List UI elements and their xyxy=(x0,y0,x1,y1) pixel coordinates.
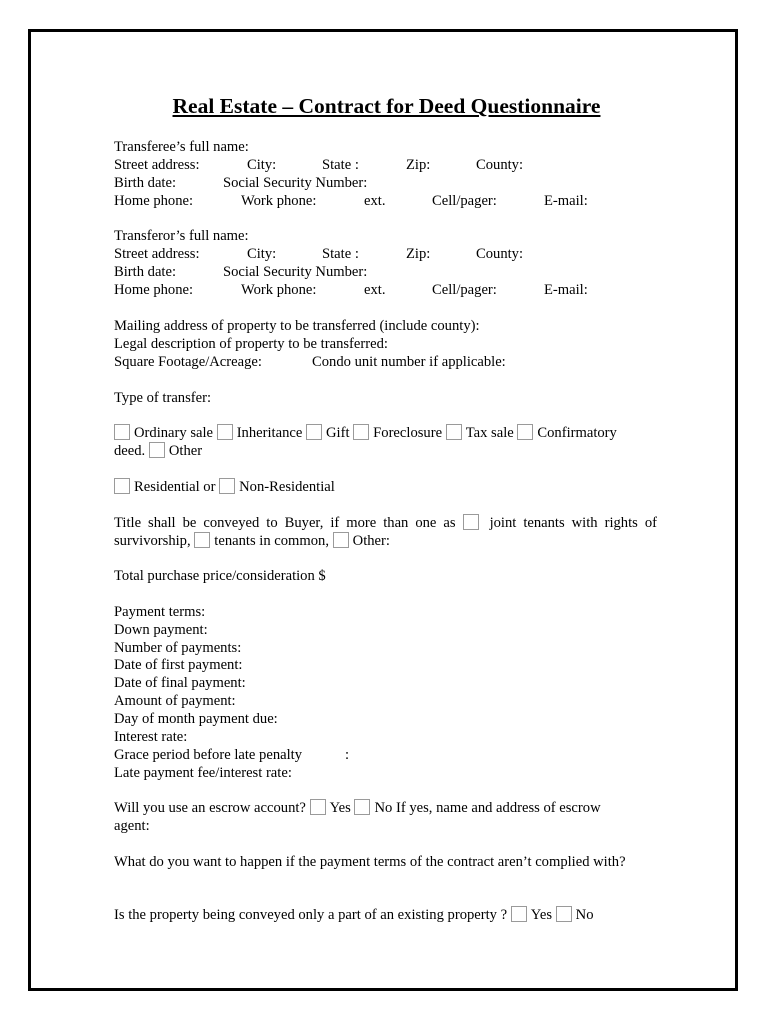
transferee-county-label: County: xyxy=(476,157,524,173)
down-payment-label: Down payment: xyxy=(114,622,208,638)
transferor-work-label: Work phone: xyxy=(241,282,317,298)
title-conveyed-line-2 xyxy=(114,532,390,550)
transferor-ssn-label: Social Security Number: xyxy=(223,264,368,280)
transferee-zip-label: Zip: xyxy=(406,157,431,173)
foreclosure-label: Foreclosure xyxy=(373,425,443,441)
joint-tenants-checkbox[interactable] xyxy=(463,514,479,530)
partial-property-question: Is the property being conveyed only a part of an existing property ? xyxy=(114,907,508,923)
sqft-label: Square Footage/Acreage: xyxy=(114,354,262,370)
transferor-county-label: County: xyxy=(476,246,524,262)
transferee-work-label: Work phone: xyxy=(241,193,317,209)
partial-yes-label: Yes xyxy=(530,907,553,923)
condo-label: Condo unit number if applicable: xyxy=(312,354,506,370)
escrow-yes-label: Yes xyxy=(329,800,351,816)
gift-label: Gift xyxy=(325,425,350,441)
transfer-options-row xyxy=(114,424,617,442)
transferor-city-label: City: xyxy=(247,246,277,262)
legal-description-label: Legal description of property to be transferred: xyxy=(114,336,388,352)
inheritance-checkbox[interactable] xyxy=(217,424,233,440)
tax-sale-label: Tax sale xyxy=(465,425,514,441)
non-residential-label: Non-Residential xyxy=(239,479,335,495)
residential-row xyxy=(114,478,335,496)
partial-yes-checkbox[interactable] xyxy=(511,906,527,922)
other-transfer-label: Other xyxy=(168,443,203,459)
first-payment-label: Date of first payment: xyxy=(114,657,243,673)
survivorship-label: survivorship, xyxy=(114,533,191,549)
sqft-row xyxy=(114,353,659,371)
transferee-birth-label: Birth date: xyxy=(114,175,177,191)
partial-no-label: No xyxy=(575,907,594,923)
transferor-cell-label: Cell/pager: xyxy=(432,282,497,298)
mailing-address-label: Mailing address of property to be transferred (include county): xyxy=(114,318,480,334)
transferor-address-row xyxy=(114,245,659,263)
grace-period-colon: : xyxy=(345,747,350,763)
transfer-type-label: Type of transfer: xyxy=(114,390,212,406)
payment-terms-label: Payment terms: xyxy=(114,604,206,620)
transferee-city-label: City: xyxy=(247,157,277,173)
payment-amount-label: Amount of payment: xyxy=(114,693,236,709)
tenants-in-common-label: tenants in common, xyxy=(214,533,329,549)
confirmatory-label: Confirmatory xyxy=(537,425,617,441)
ordinary-sale-checkbox[interactable] xyxy=(114,424,130,440)
gift-checkbox[interactable] xyxy=(306,424,322,440)
transferee-home-label: Home phone: xyxy=(114,193,194,209)
escrow-question: Will you use an escrow account? xyxy=(114,800,306,816)
escrow-row xyxy=(114,799,601,817)
transferee-cell-label: Cell/pager: xyxy=(432,193,497,209)
confirmatory-checkbox[interactable] xyxy=(517,424,533,440)
transferor-email-label: E-mail: xyxy=(544,282,588,298)
transferee-birth-row xyxy=(114,174,659,192)
grace-period-row xyxy=(114,746,659,764)
transferee-street-label: Street address: xyxy=(114,157,200,173)
transferor-phone-row xyxy=(114,281,659,299)
foreclosure-checkbox[interactable] xyxy=(353,424,369,440)
transferor-birth-row xyxy=(114,263,659,281)
tenants-in-common-checkbox[interactable] xyxy=(194,532,210,548)
title-conveyed-lead: Title shall be conveyed to Buyer, if more than one as xyxy=(114,515,456,531)
residential-checkbox[interactable] xyxy=(114,478,130,494)
joint-tenants-label: joint tenants with rights of xyxy=(489,515,657,531)
transferor-birth-label: Birth date: xyxy=(114,264,177,280)
escrow-agent-label: agent: xyxy=(114,818,150,834)
other-title-checkbox[interactable] xyxy=(333,532,349,548)
transferee-phone-row xyxy=(114,192,659,210)
final-payment-label: Date of final payment: xyxy=(114,675,246,691)
transferor-name-label: Transferor’s full name: xyxy=(114,228,249,244)
transferor-state-label: State : xyxy=(322,246,359,262)
escrow-no-checkbox[interactable] xyxy=(354,799,370,815)
partial-property-row xyxy=(114,906,594,924)
transferor-home-label: Home phone: xyxy=(114,282,194,298)
deed-label: deed. xyxy=(114,443,146,459)
transferee-name-label: Transferee’s full name: xyxy=(114,139,249,155)
transferee-ext-label: ext. xyxy=(364,193,386,209)
escrow-if-yes-label: If yes, name and address of escrow xyxy=(395,800,601,816)
transferor-street-label: Street address: xyxy=(114,246,200,262)
other-transfer-checkbox[interactable] xyxy=(149,442,165,458)
document-title: Real Estate – Contract for Deed Questionnaire xyxy=(172,94,601,118)
interest-rate-label: Interest rate: xyxy=(114,729,188,745)
transfer-options-row-2 xyxy=(114,442,202,460)
partial-no-checkbox[interactable] xyxy=(556,906,572,922)
inheritance-label: Inheritance xyxy=(236,425,303,441)
payment-day-label: Day of month payment due: xyxy=(114,711,278,727)
transferee-ssn-label: Social Security Number: xyxy=(223,175,368,191)
purchase-price-label: Total purchase price/consideration $ xyxy=(114,568,326,584)
complied-question: What do you want to happen if the payment terms of the contract aren’t complied with? xyxy=(114,854,626,870)
number-of-payments-label: Number of payments: xyxy=(114,640,242,656)
transferee-address-row xyxy=(114,156,659,174)
escrow-yes-checkbox[interactable] xyxy=(310,799,326,815)
residential-label: Residential or xyxy=(134,479,216,495)
ordinary-sale-label: Ordinary sale xyxy=(134,425,214,441)
non-residential-checkbox[interactable] xyxy=(219,478,235,494)
grace-period-label: Grace period before late penalty xyxy=(114,747,302,763)
escrow-no-label: No xyxy=(374,800,393,816)
transferee-email-label: E-mail: xyxy=(544,193,588,209)
late-fee-label: Late payment fee/interest rate: xyxy=(114,765,292,781)
transferor-ext-label: ext. xyxy=(364,282,386,298)
tax-sale-checkbox[interactable] xyxy=(446,424,462,440)
title-conveyed-line-1 xyxy=(114,514,657,532)
transferee-state-label: State : xyxy=(322,157,359,173)
other-title-label: Other: xyxy=(352,533,390,549)
transferor-zip-label: Zip: xyxy=(406,246,431,262)
